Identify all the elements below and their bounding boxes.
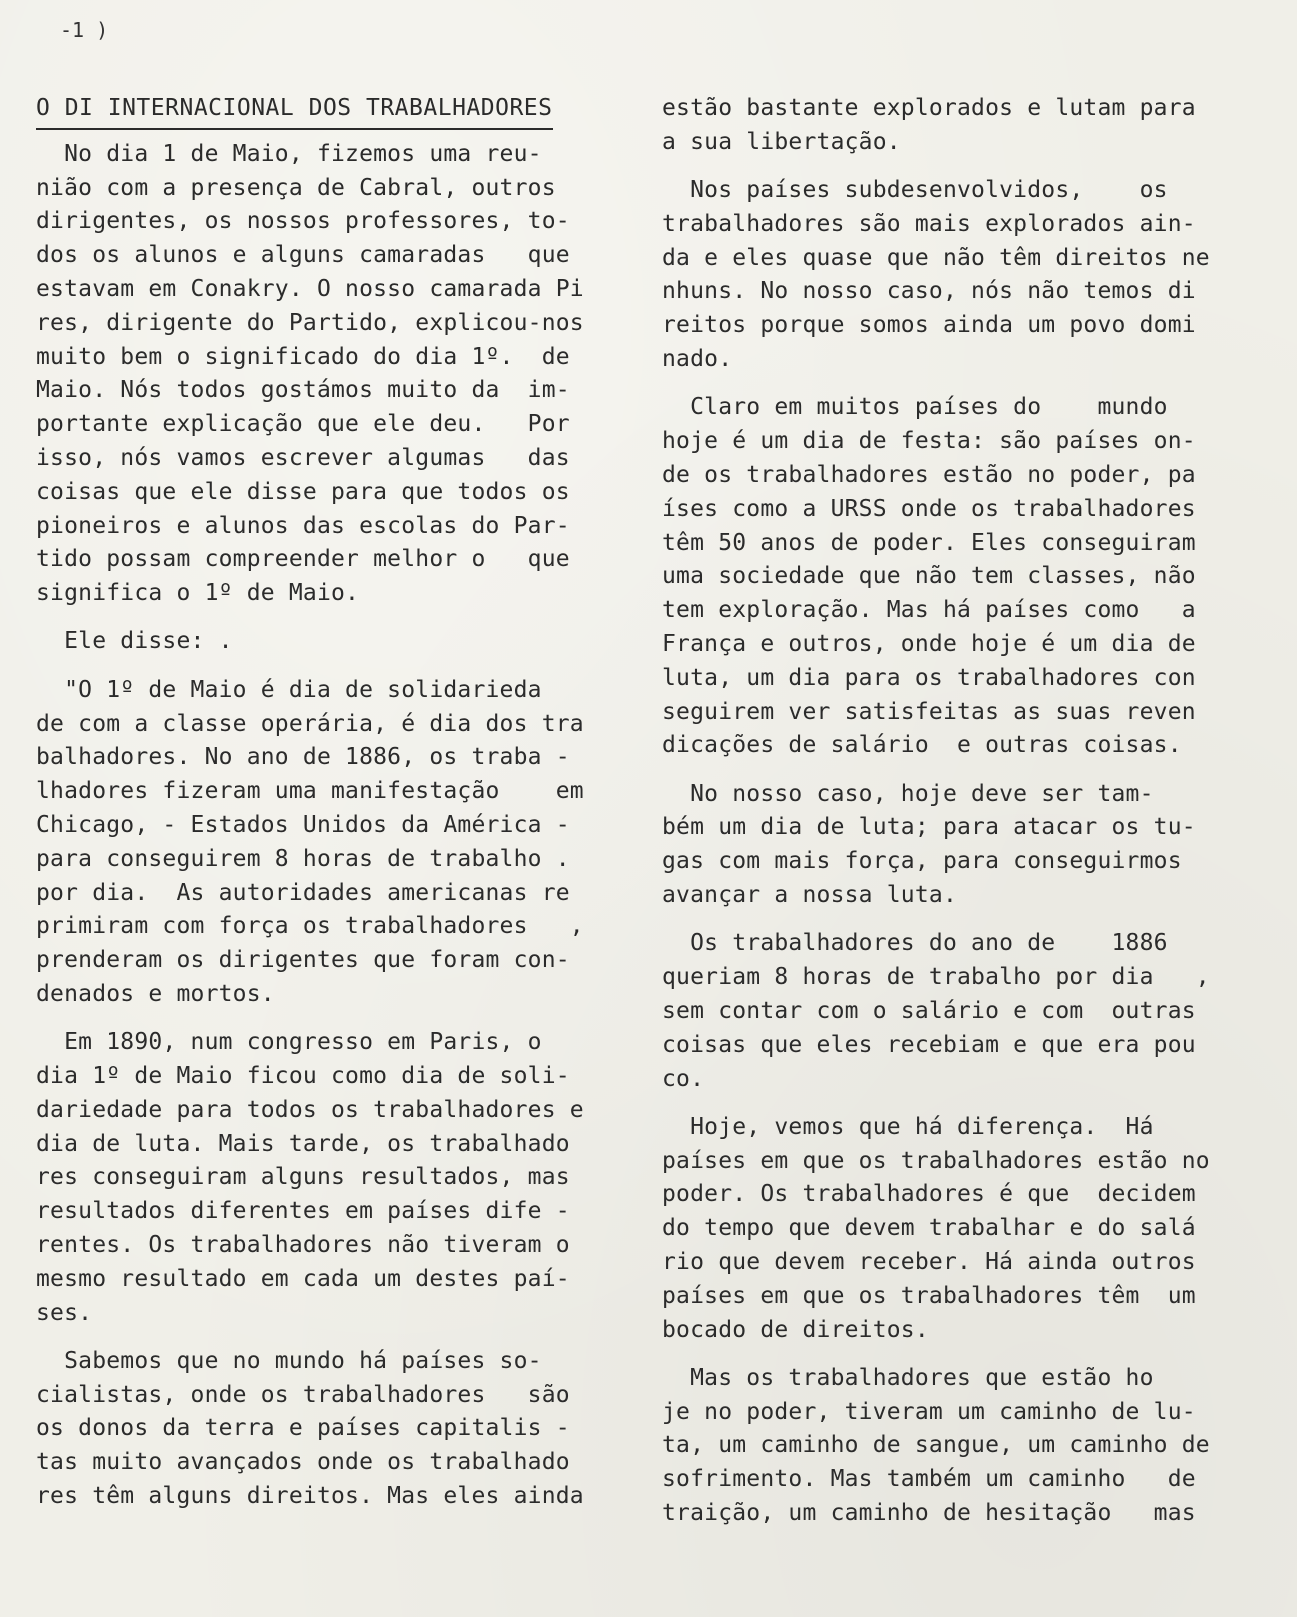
page-number: -1 ): [60, 18, 109, 42]
text-line: je no poder, tiveram um caminho de lu-: [662, 1398, 1196, 1425]
text-line: ses.: [36, 1299, 93, 1326]
text-line: mesmo resultado em cada um destes paí-: [36, 1265, 570, 1292]
text-line: seguirem ver satisfeitas as suas reven: [662, 698, 1196, 725]
right-column: [662, 92, 1272, 1545]
right-paragraph: [662, 1111, 1272, 1348]
text-line: significa o 1º de Maio.: [36, 580, 360, 607]
left-column-text: [36, 138, 636, 1514]
text-line: Ele disse: .: [36, 628, 233, 655]
text-line: nhuns. No nosso caso, nós não temos di: [662, 278, 1196, 305]
text-line: rentes. Os trabalhadores não tiveram o: [36, 1232, 570, 1258]
text-line: da e eles quase que não têm direitos ne: [662, 244, 1210, 271]
text-line: denados e mortos.: [36, 980, 275, 1007]
right-paragraph: [662, 391, 1272, 763]
text-line: avançar a nossa luta.: [662, 882, 957, 909]
text-line: dirigentes, os nossos professores, to-: [36, 208, 570, 235]
text-line: pioneiros e alunos das escolas do Par-: [36, 512, 570, 539]
text-line: França e outros, onde hoje é um dia de: [662, 630, 1196, 657]
right-paragraph: [662, 174, 1272, 377]
left-column: [36, 92, 636, 1528]
text-line: luta, um dia para os trabalhadores con: [662, 664, 1196, 691]
text-line: rio que devem receber. Há ainda outros: [662, 1249, 1196, 1275]
text-line: portante explicação que ele deu. Por: [36, 411, 570, 438]
text-line: Em 1890, num congresso em Paris, o: [36, 1029, 542, 1056]
text-line: primiram com força os trabalhadores ,: [36, 913, 584, 940]
text-line: reitos porque somos ainda um povo domi: [662, 312, 1196, 339]
text-line: hoje é um dia de festa: são países on-: [662, 428, 1196, 455]
text-line: uma sociedade que não tem classes, não: [662, 563, 1196, 590]
text-line: balhadores. No ano de 1886, os traba -: [36, 744, 570, 771]
left-paragraph: [36, 674, 636, 1012]
text-line: de os trabalhadores estão no poder, pa: [662, 461, 1196, 488]
right-paragraph: [662, 1362, 1272, 1531]
text-line: estão bastante explorados e lutam para: [662, 95, 1196, 121]
text-line: sem contar com o salário e com outras: [662, 997, 1196, 1024]
text-line: tido possam compreender melhor o que: [36, 546, 570, 573]
text-line: Sabemos que no mundo há países so-: [36, 1347, 542, 1374]
text-line: "O 1º de Maio é dia de solidarieda: [36, 676, 542, 703]
text-line: co.: [662, 1065, 705, 1092]
text-line: Os trabalhadores do ano de 1886: [662, 930, 1168, 957]
text-line: estavam em Conakry. O nosso camarada Pi: [36, 275, 584, 302]
text-line: res, dirigente do Partido, explicou-nos: [36, 309, 584, 336]
left-paragraph: [36, 1026, 636, 1330]
text-line: têm 50 anos de poder. Eles conseguiram: [662, 529, 1196, 556]
right-column-text: [662, 92, 1272, 1531]
article-title: O DI INTERNACIONAL DOS TRABALHADORES: [36, 92, 553, 130]
text-line: Nos países subdesenvolvidos, os: [662, 177, 1168, 204]
text-line: dos os alunos e alguns camaradas que: [36, 242, 570, 269]
text-line: tas muito avançados onde os trabalhado: [36, 1449, 570, 1476]
text-line: nado.: [662, 346, 733, 373]
text-line: dariedade para todos os trabalhadores e: [36, 1096, 584, 1123]
right-paragraph: [662, 927, 1272, 1096]
text-line: para conseguirem 8 horas de trabalho .: [36, 845, 570, 872]
left-paragraph: [36, 625, 636, 659]
text-line: Chicago, - Estados Unidos da América -: [36, 811, 570, 838]
text-line: Maio. Nós todos gostámos muito da im-: [36, 377, 570, 404]
text-line: Claro em muitos países do mundo: [662, 394, 1168, 421]
right-paragraph: [662, 92, 1272, 160]
text-line: íses como a URSS onde os trabalhadores: [662, 495, 1196, 522]
text-line: trabalhadores são mais explorados ain-: [662, 210, 1196, 237]
text-line: dia 1º de Maio ficou como dia de soli-: [36, 1063, 570, 1090]
left-paragraph: [36, 138, 636, 611]
text-line: res têm alguns direitos. Mas eles ainda: [36, 1483, 584, 1510]
text-line: poder. Os trabalhadores é que decidem: [662, 1181, 1196, 1208]
text-line: gas com mais força, para conseguirmos: [662, 848, 1182, 875]
text-line: países em que os trabalhadores têm um: [662, 1282, 1196, 1309]
text-line: coisas que eles recebiam e que era pou: [662, 1031, 1196, 1058]
text-line: isso, nós vamos escrever algumas das: [36, 444, 570, 471]
text-line: Mas os trabalhadores que estão ho: [662, 1364, 1154, 1391]
text-line: países em que os trabalhadores estão no: [662, 1147, 1210, 1174]
text-line: cialistas, onde os trabalhadores são: [36, 1381, 570, 1408]
text-line: No dia 1 de Maio, fizemos uma reu-: [36, 140, 542, 167]
text-line: os donos da terra e países capitalis -: [36, 1415, 570, 1442]
text-line: ta, um caminho de sangue, um caminho de: [662, 1432, 1210, 1459]
text-line: prenderam os dirigentes que foram con-: [36, 947, 570, 974]
right-paragraph: [662, 778, 1272, 913]
text-line: do tempo que devem trabalhar e do salá: [662, 1215, 1196, 1242]
text-line: No nosso caso, hoje deve ser tam-: [662, 780, 1154, 807]
text-line: muito bem o significado do dia 1º. de: [36, 343, 570, 370]
text-line: tem exploração. Mas há países como a: [662, 597, 1196, 624]
text-line: bocado de direitos.: [662, 1316, 929, 1343]
text-line: sofrimento. Mas também um caminho de: [662, 1466, 1196, 1493]
text-line: res conseguiram alguns resultados, mas: [36, 1164, 570, 1191]
text-line: traição, um caminho de hesitação mas: [662, 1500, 1196, 1527]
text-line: resultados diferentes em países dife -: [36, 1198, 570, 1225]
text-line: por dia. As autoridades americanas re: [36, 879, 570, 906]
text-line: de com a classe operária, é dia dos tra: [36, 710, 584, 737]
left-paragraph: [36, 1345, 636, 1514]
text-line: lhadores fizeram uma manifestação em: [36, 778, 584, 805]
text-line: Hoje, vemos que há diferença. Há: [662, 1113, 1154, 1140]
text-line: a sua libertação.: [662, 128, 901, 155]
text-line: bém um dia de luta; para atacar os tu-: [662, 814, 1196, 841]
text-line: nião com a presença de Cabral, outros: [36, 174, 556, 201]
text-line: queriam 8 horas de trabalho por dia ,: [662, 964, 1210, 991]
text-line: dia de luta. Mais tarde, os trabalhado: [36, 1130, 570, 1157]
text-line: coisas que ele disse para que todos os: [36, 478, 570, 505]
text-line: dicações de salário e outras coisas.: [662, 732, 1182, 759]
